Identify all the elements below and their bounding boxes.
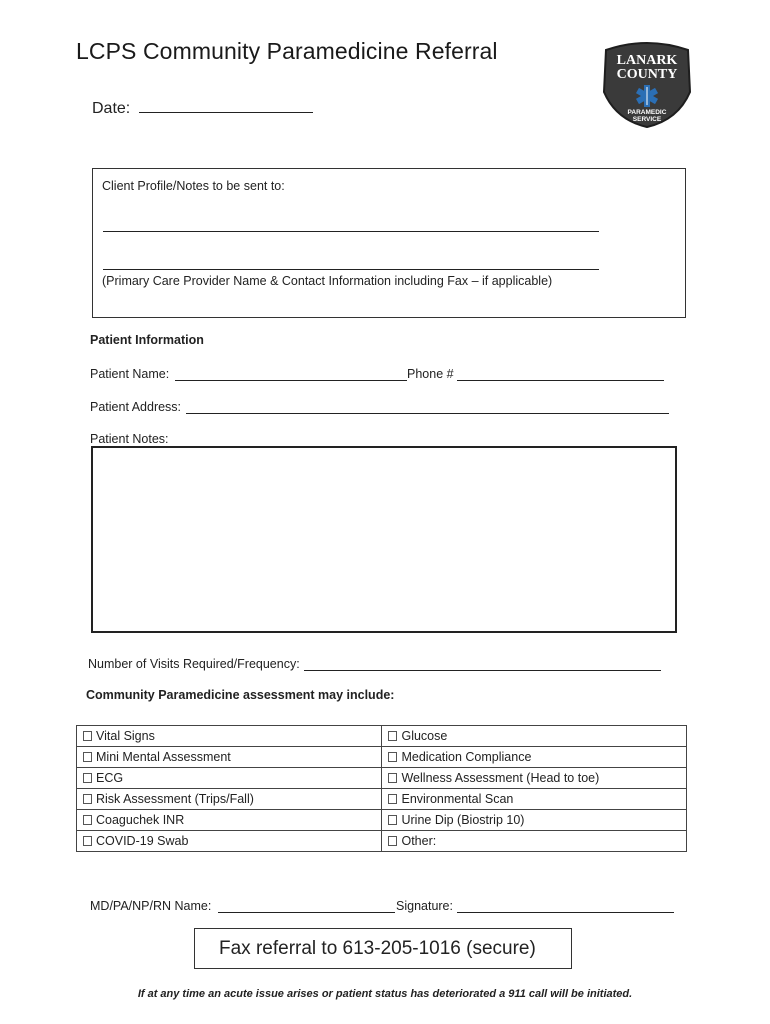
patient-address-label: Patient Address: bbox=[90, 400, 182, 414]
checkbox-icon[interactable] bbox=[83, 815, 92, 825]
patient-info-heading: Patient Information bbox=[90, 333, 204, 347]
patient-address-field[interactable] bbox=[186, 413, 669, 414]
assessment-item-right[interactable]: Wellness Assessment (Head to toe) bbox=[382, 768, 687, 789]
date-field[interactable] bbox=[139, 112, 313, 113]
assessment-table bbox=[76, 725, 687, 852]
logo-line4: SERVICE bbox=[632, 116, 662, 123]
checkbox-icon[interactable] bbox=[83, 752, 92, 762]
checkbox-icon[interactable] bbox=[83, 773, 92, 783]
table-row bbox=[77, 747, 687, 768]
assessment-item-left[interactable]: COVID-19 Swab bbox=[77, 831, 382, 852]
checkbox-icon[interactable] bbox=[388, 794, 397, 804]
assessment-item-left[interactable]: Risk Assessment (Trips/Fall) bbox=[77, 789, 382, 810]
phone-field[interactable] bbox=[457, 380, 664, 381]
visits-field[interactable] bbox=[304, 670, 661, 671]
table-row bbox=[77, 726, 687, 747]
logo-line3: PARAMEDIC bbox=[627, 109, 667, 116]
assessment-item-left[interactable]: ECG bbox=[77, 768, 382, 789]
signature-field[interactable] bbox=[457, 912, 674, 913]
assessment-item-left[interactable]: Mini Mental Assessment bbox=[77, 747, 382, 768]
assessment-item-left[interactable]: Coaguchek INR bbox=[77, 810, 382, 831]
table-row bbox=[77, 810, 687, 831]
fax-referral-box bbox=[194, 928, 572, 969]
fax-referral-text: Fax referral to 613-205-1016 (secure) bbox=[219, 937, 536, 959]
client-profile-line-1[interactable] bbox=[103, 231, 599, 232]
client-profile-label: Client Profile/Notes to be sent to: bbox=[102, 179, 285, 193]
logo-line1: LANARK bbox=[616, 53, 678, 68]
checkbox-icon[interactable] bbox=[83, 794, 92, 804]
patient-name-label: Patient Name: bbox=[90, 367, 170, 381]
assessment-item-right[interactable]: Medication Compliance bbox=[382, 747, 687, 768]
phone-label: Phone # bbox=[407, 367, 454, 381]
table-row bbox=[77, 789, 687, 810]
md-name-field[interactable] bbox=[218, 912, 395, 913]
md-name-label: MD/PA/NP/RN Name: bbox=[90, 899, 212, 913]
patient-name-field[interactable] bbox=[175, 380, 407, 381]
patient-notes-field[interactable] bbox=[91, 446, 677, 633]
date-row bbox=[92, 100, 313, 118]
checkbox-icon[interactable] bbox=[388, 815, 397, 825]
visits-label: Number of Visits Required/Frequency: bbox=[88, 657, 300, 671]
checkbox-icon[interactable] bbox=[388, 752, 397, 762]
checkbox-icon[interactable] bbox=[388, 773, 397, 783]
date-label: Date: bbox=[92, 100, 131, 117]
assessment-item-left[interactable]: Vital Signs bbox=[77, 726, 382, 747]
footer-note: If at any time an acute issue arises or patient status has deteriorated a 911 call will be initiated. bbox=[137, 988, 633, 1000]
patient-notes-label: Patient Notes: bbox=[90, 432, 169, 446]
client-profile-box bbox=[92, 168, 686, 318]
signature-label: Signature: bbox=[396, 899, 453, 913]
table-row bbox=[77, 831, 687, 852]
table-row bbox=[77, 768, 687, 789]
assessment-item-right[interactable]: Urine Dip (Biostrip 10) bbox=[382, 810, 687, 831]
assessment-item-right[interactable]: Glucose bbox=[382, 726, 687, 747]
logo-line2: COUNTY bbox=[616, 67, 678, 82]
client-profile-caption: (Primary Care Provider Name & Contact Information including Fax – if applicable) bbox=[102, 274, 553, 288]
page-title: LCPS Community Paramedicine Referral bbox=[76, 38, 498, 64]
checkbox-icon[interactable] bbox=[83, 836, 92, 846]
client-profile-line-2[interactable] bbox=[103, 269, 599, 270]
lanark-county-paramedic-logo bbox=[598, 40, 696, 128]
assessment-item-right[interactable]: Other: bbox=[382, 831, 687, 852]
assessment-heading: Community Paramedicine assessment may include: bbox=[86, 688, 395, 702]
checkbox-icon[interactable] bbox=[388, 731, 397, 741]
checkbox-icon[interactable] bbox=[83, 731, 92, 741]
checkbox-icon[interactable] bbox=[388, 836, 397, 846]
assessment-item-right[interactable]: Environmental Scan bbox=[382, 789, 687, 810]
